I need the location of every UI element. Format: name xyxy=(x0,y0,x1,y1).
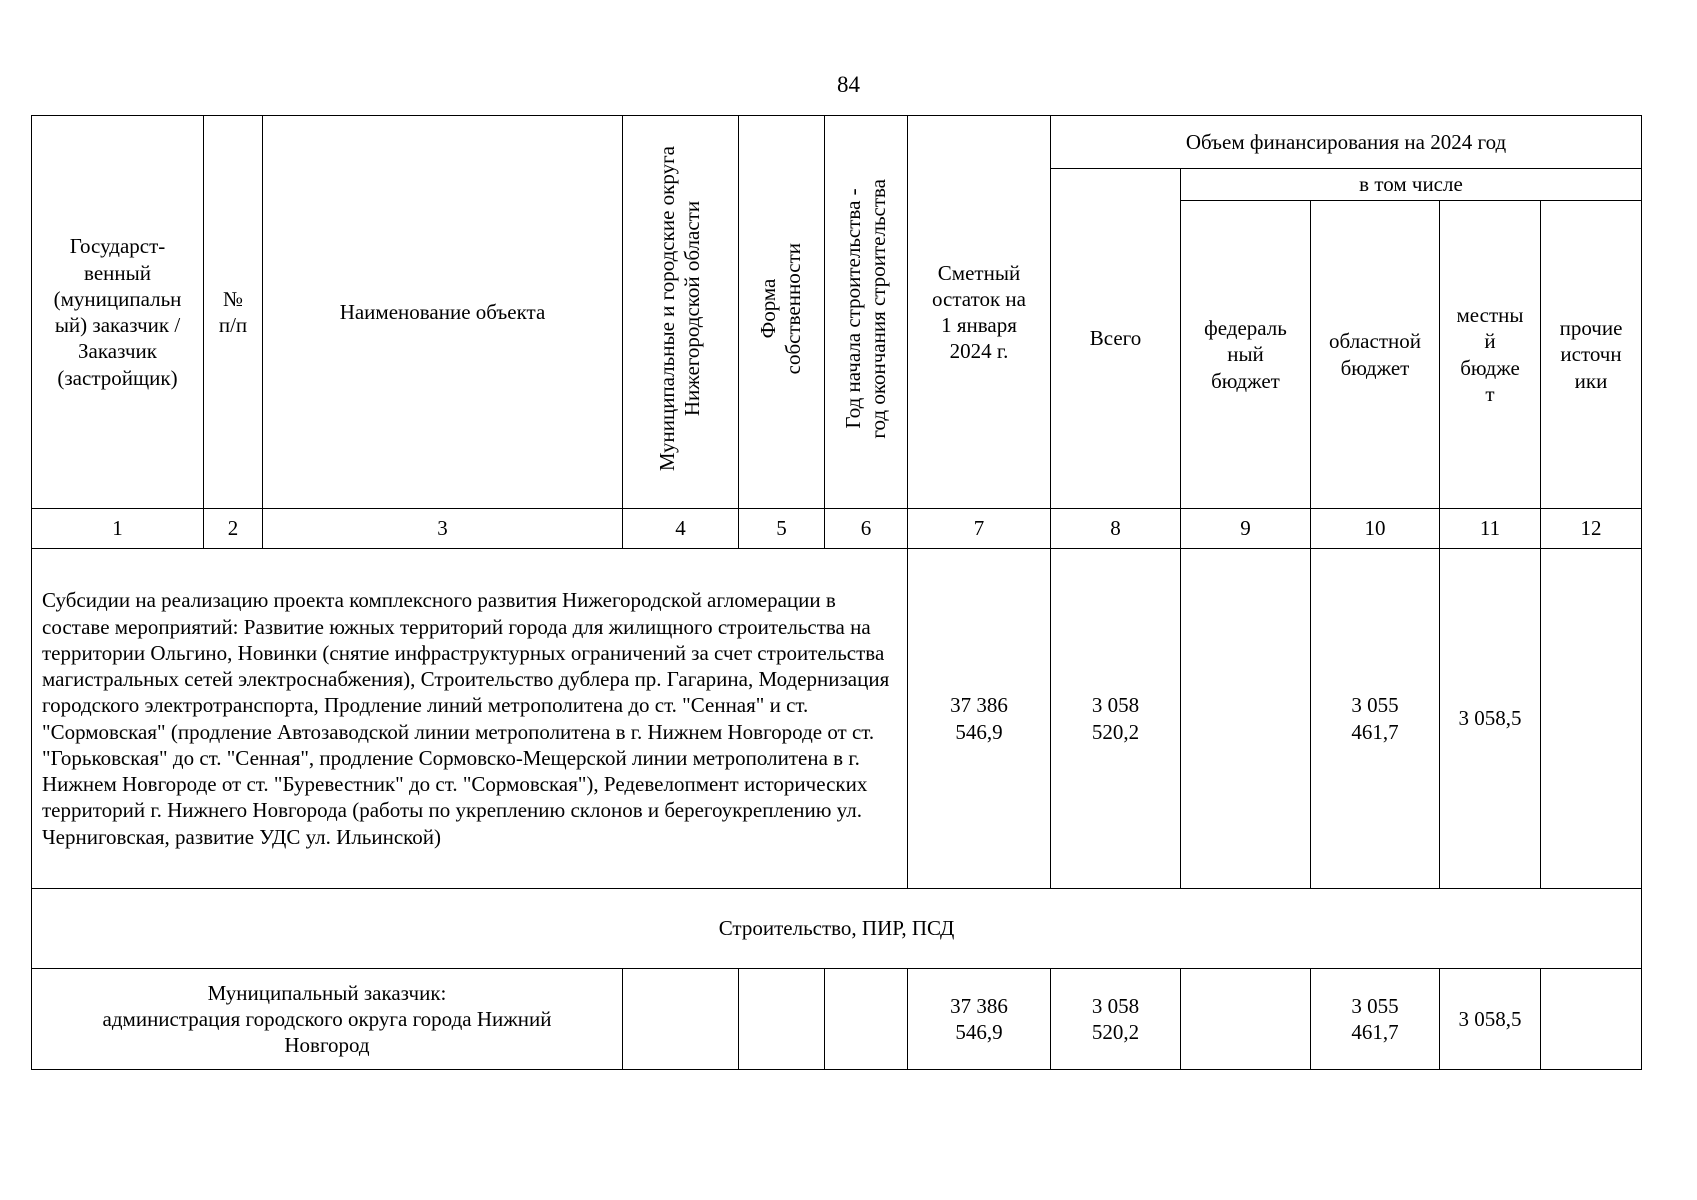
customer-years-cell xyxy=(825,969,908,1070)
col-number: 6 xyxy=(825,509,908,549)
customer-row xyxy=(32,969,1642,1070)
header-other: прочие источн ики xyxy=(1541,201,1642,509)
header-ownership xyxy=(739,116,825,509)
customer-estimate: 37 386 546,9 xyxy=(908,969,1051,1070)
customer-label: Муниципальный заказчик: администрация городского округа города Нижний Новгород xyxy=(32,969,623,1070)
subsidy-total: 3 058 520,2 xyxy=(1051,549,1181,889)
header-num: № п/п xyxy=(204,116,263,509)
col-number: 11 xyxy=(1440,509,1541,549)
header-estimate: Сметный остаток на 1 января 2024 г. xyxy=(908,116,1051,509)
header-total: Всего xyxy=(1051,169,1181,509)
customer-local: 3 058,5 xyxy=(1440,969,1541,1070)
header-ownership-text: Форма собственности xyxy=(756,243,806,375)
customer-other xyxy=(1541,969,1642,1070)
subsidy-row xyxy=(32,549,1642,889)
header-years xyxy=(825,116,908,509)
subsidy-regional: 3 055 461,7 xyxy=(1311,549,1440,889)
header-object-name: Наименование объекта xyxy=(263,116,623,509)
col-number: 2 xyxy=(204,509,263,549)
col-number: 3 xyxy=(263,509,623,549)
header-financing: Объем финансирования на 2024 год xyxy=(1051,116,1642,169)
section-title: Строительство, ПИР, ПСД xyxy=(32,889,1642,969)
subsidy-other xyxy=(1541,549,1642,889)
section-row xyxy=(32,889,1642,969)
subsidy-federal xyxy=(1181,549,1311,889)
col-number: 9 xyxy=(1181,509,1311,549)
header-regional: областной бюджет xyxy=(1311,201,1440,509)
customer-total: 3 058 520,2 xyxy=(1051,969,1181,1070)
col-number: 8 xyxy=(1051,509,1181,549)
subsidy-description: Субсидии на реализацию проекта комплексного развития Нижегородской агломерации в составе мероприятий: Развитие южных территорий города для жилищного строительства на территории Ольгино, Новинки (снятие инфраструктурных ограничений за счет строительства магистральных сетей электроснабжения), Строительство дублера пр. Гагарина, Модернизация городского электротранспорта, Продление линий метрополитена до ст. "Сенная" и ст. "Сормовская" (продление Автозаводской линии метрополитена в г. Нижнем Новгороде от ст. "Горьковская" до ст. "Сенная", продление Сормовско-Мещерской линии метрополитена в г. Нижнем Новгороде от ст. "Буревестник" до ст. "Сормовская"), Редевелопмент исторических территорий г. Нижнего Новгорода (работы по укреплению склонов и берегоукреплению ул. Черниговская, развитие УДС ул. Ильинской) xyxy=(32,549,908,889)
header-municipal xyxy=(623,116,739,509)
customer-ownership-cell xyxy=(739,969,825,1070)
header-years-text: Год начала строительства - год окончания строительства xyxy=(840,179,890,439)
col-number: 10 xyxy=(1311,509,1440,549)
customer-regional: 3 055 461,7 xyxy=(1311,969,1440,1070)
header-municipal-text: Муниципальные и городские округа Нижегородской области xyxy=(655,146,705,472)
col-number: 1 xyxy=(32,509,204,549)
header-row-1 xyxy=(32,116,1642,169)
subsidy-local: 3 058,5 xyxy=(1440,549,1541,889)
col-number: 5 xyxy=(739,509,825,549)
customer-municipal-cell xyxy=(623,969,739,1070)
financing-table xyxy=(31,115,1642,1070)
subsidy-estimate: 37 386 546,9 xyxy=(908,549,1051,889)
header-local: местны й бюдже т xyxy=(1440,201,1541,509)
col-number: 12 xyxy=(1541,509,1642,549)
page-number: 84 xyxy=(837,72,860,97)
col-number: 4 xyxy=(623,509,739,549)
col-number: 7 xyxy=(908,509,1051,549)
customer-federal xyxy=(1181,969,1311,1070)
header-customer: Государст- венный (муниципальн ый) заказчик / Заказчик (застройщик) xyxy=(32,116,204,509)
header-federal: федераль ный бюджет xyxy=(1181,201,1311,509)
column-numbers-row xyxy=(32,509,1642,549)
header-including: в том числе xyxy=(1181,169,1642,201)
